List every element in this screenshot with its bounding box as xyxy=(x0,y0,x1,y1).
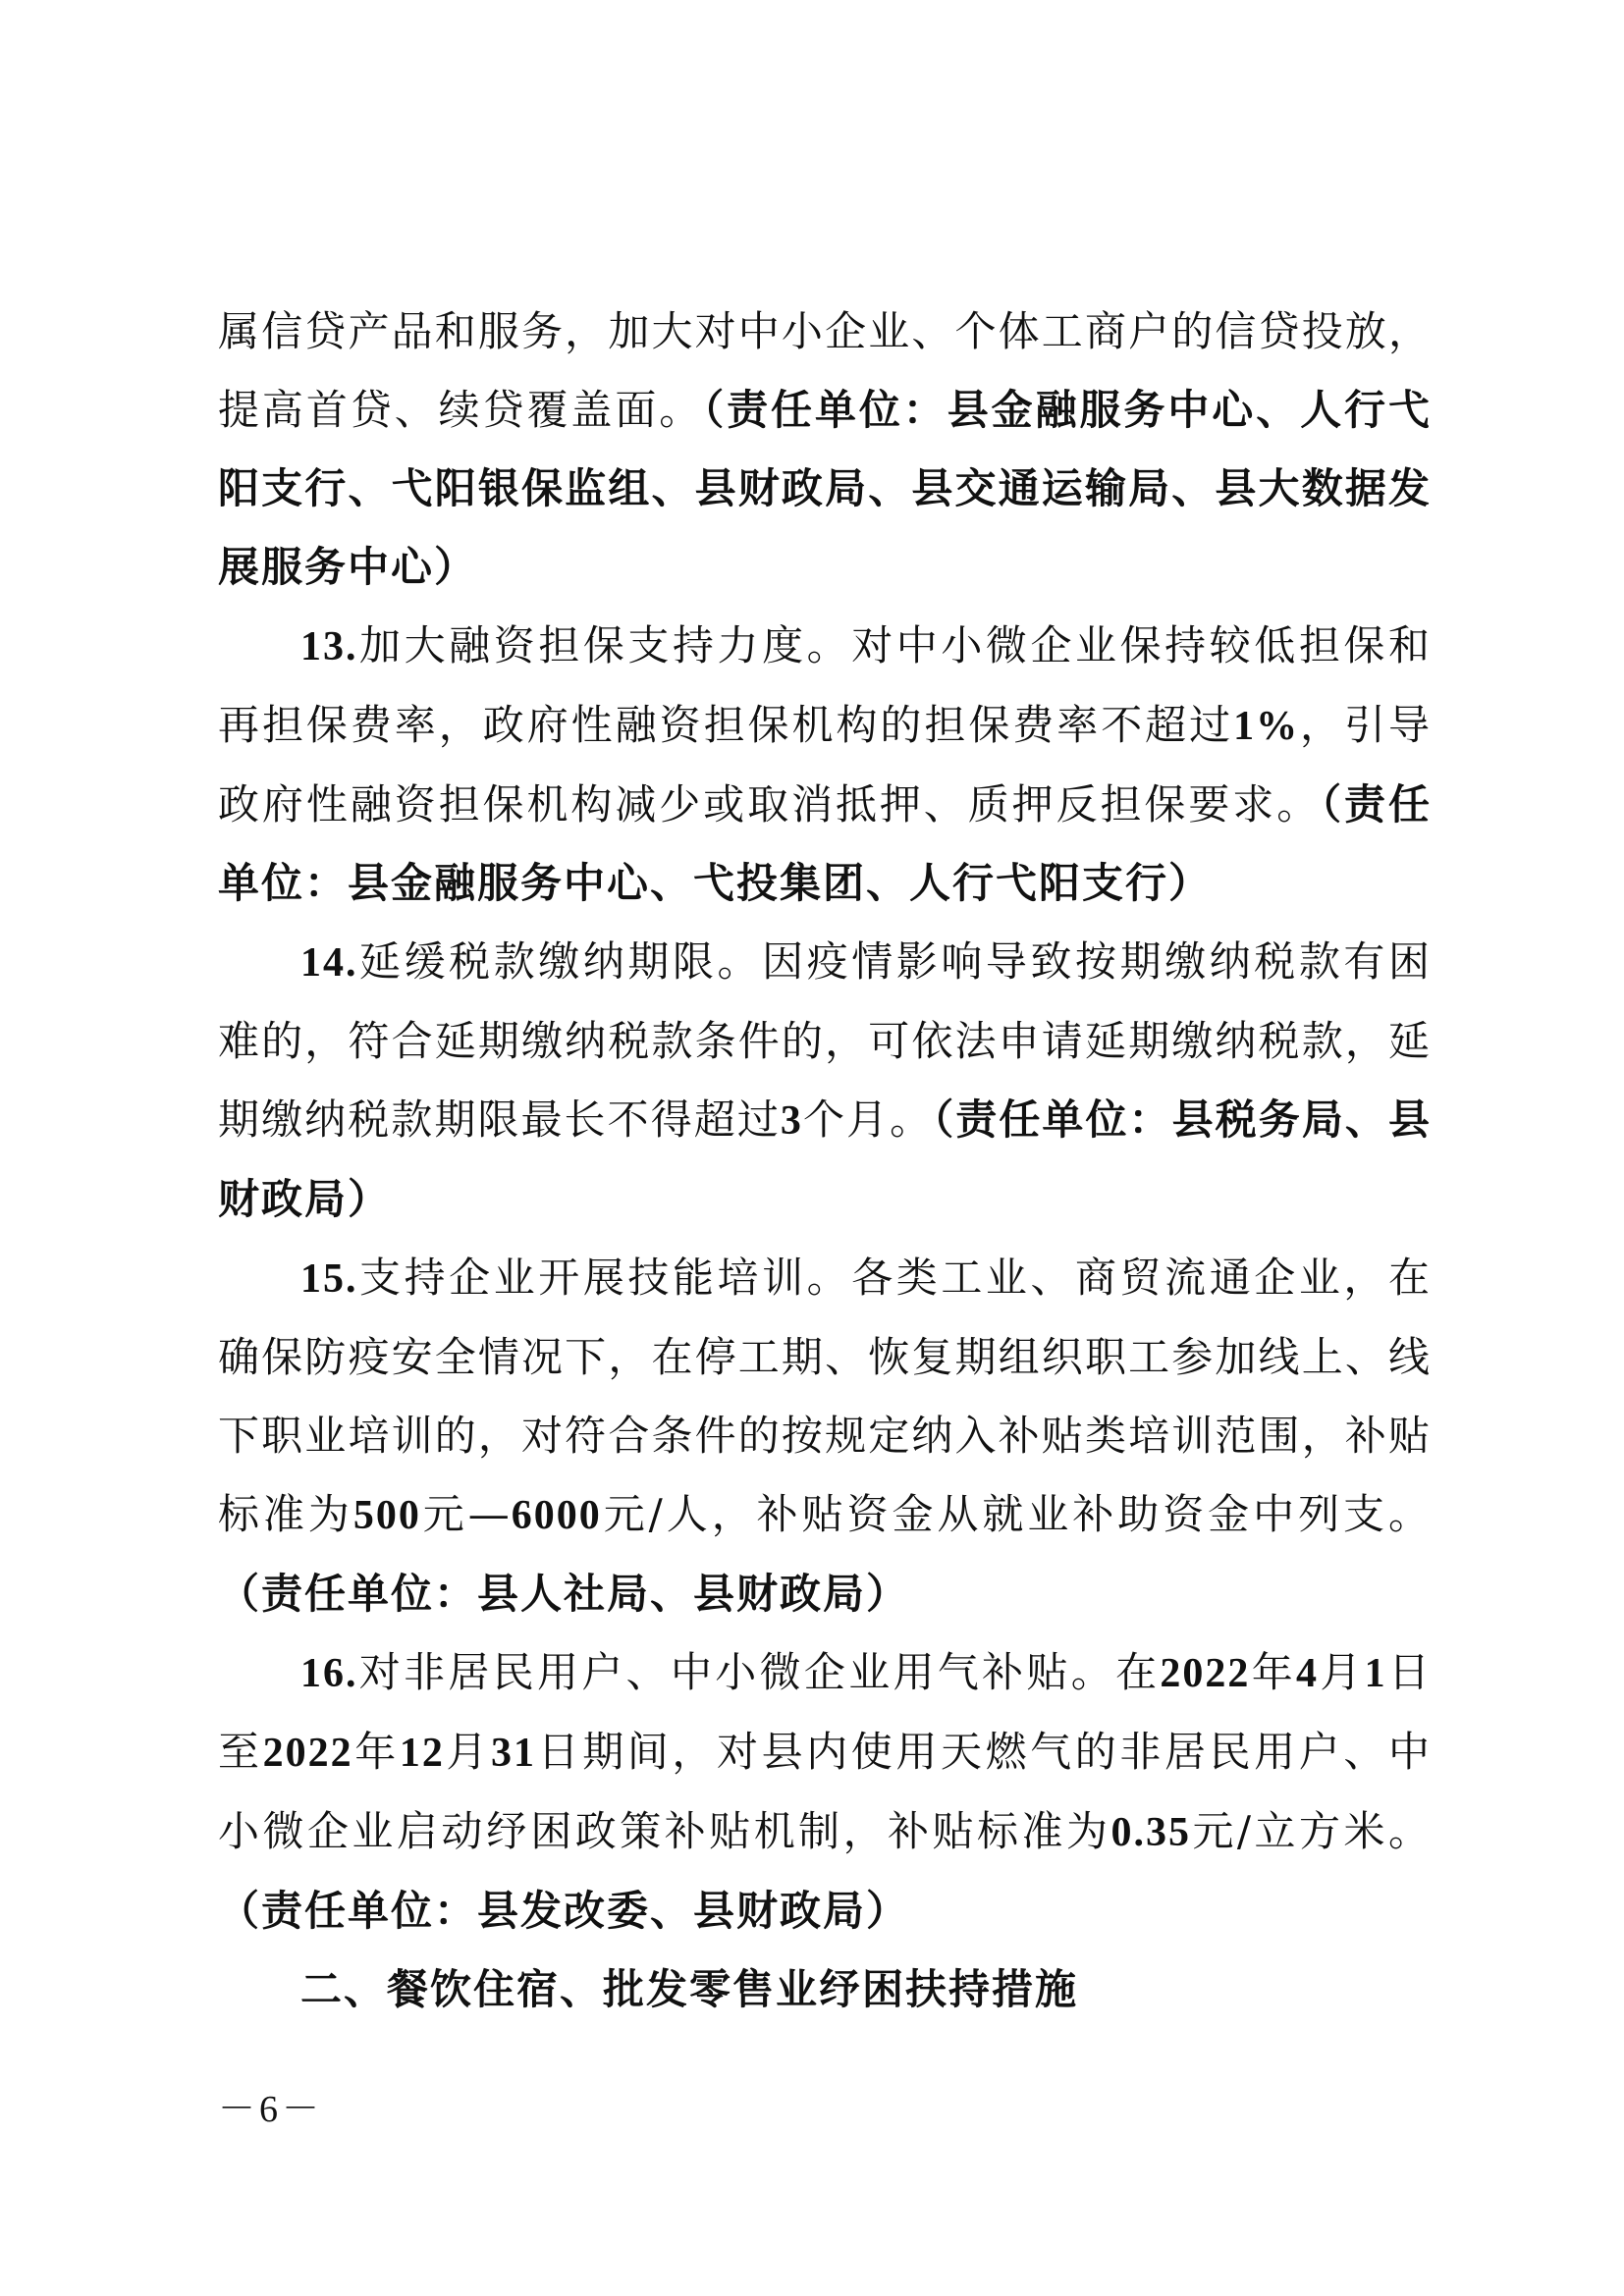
paragraph-item-16 xyxy=(218,1633,1432,1950)
paragraph-item-14 xyxy=(218,923,1432,1239)
item-number: 14. xyxy=(300,940,358,986)
paragraph-text: 元/立方米。 xyxy=(1190,1807,1432,1855)
paragraph-text: 元/人，补贴资金从就业补助资金中列支。 xyxy=(601,1490,1432,1538)
section-heading: 二、餐饮住宿、批发零售业纾困扶持措施 xyxy=(300,1965,1079,2013)
paragraph-text: 日至 xyxy=(218,1648,1432,1776)
paragraph-text: 年 xyxy=(1250,1648,1297,1696)
bold-value: 1% xyxy=(1233,704,1300,749)
bold-value: 1 xyxy=(1364,1651,1387,1696)
responsible-units: （责任单位：县税务局、县财政局） xyxy=(218,1095,1432,1223)
paragraph-text: 延缓税款缴纳期限。因疫情影响导致按期缴纳税款有困难的，符合延期缴纳税款条件的，可依法申请延期缴纳税款，延期缴纳税款期限最长不得超过 xyxy=(218,937,1432,1144)
bold-value: 6000 xyxy=(511,1493,602,1538)
bold-value: 2022 xyxy=(262,1731,353,1776)
responsible-units: （责任单位：县人社局、县财政局） xyxy=(218,1570,910,1618)
document-body xyxy=(218,293,1432,2029)
page-number: －6－ xyxy=(218,2089,324,2130)
bold-value: 0.35 xyxy=(1110,1810,1191,1855)
paragraph-text: 支持企业开展技能培训。各类工业、商贸流通企业，在确保防疫安全情况下，在停工期、恢复期组织职工参加线上、线下职业培训的，对符合条件的按规定纳入补贴类培训范围，补贴标准为 xyxy=(218,1254,1432,1538)
responsible-units: （责任单位：县金融服务中心、人行弋阳支行、弋阳银保监组、县财政局、县交通运输局、县大数据发展服务中心） xyxy=(218,386,1432,591)
bold-value: 4 xyxy=(1296,1651,1320,1696)
paragraph-text: 月 xyxy=(444,1728,492,1776)
item-number: 16. xyxy=(300,1651,358,1696)
paragraph-text: 元— xyxy=(420,1490,512,1538)
paragraph-text: 月 xyxy=(1319,1648,1365,1696)
paragraph-text: 日期间，对县内使用天燃气的非居民用户、中小微企业启动纾困政策补贴机制，补贴标准为 xyxy=(218,1728,1432,1855)
responsible-units: （责任单位：县发改委、县财政局） xyxy=(218,1887,910,1935)
item-number: 15. xyxy=(300,1256,358,1302)
paragraph-text: 年 xyxy=(352,1728,400,1776)
paragraph-continued xyxy=(218,293,1432,607)
paragraph-item-15 xyxy=(218,1239,1432,1633)
paragraph-text: 加大融资担保支持力度。对中小微企业保持较低担保和再担保费率，政府性融资担保机构的担保费率不超过 xyxy=(218,621,1432,749)
bold-value: 2022 xyxy=(1160,1651,1251,1696)
paragraph-text: 对非居民用户、中小微企业用气补贴。在 xyxy=(357,1648,1161,1696)
paragraph-item-13 xyxy=(218,607,1432,923)
paragraph-text: 个月。 xyxy=(802,1095,934,1144)
paragraph-text: 属信贷产品和服务，加大对中小企业、个体工商户的信贷投放，提高首贷、续贷覆盖面。 xyxy=(218,307,1432,434)
responsible-units: （责任单位：县金融服务中心、弋投集团、人行弋阳支行） xyxy=(218,780,1432,907)
paragraph-text: ，引导政府性融资担保机构减少或取消抵押、质押反担保要求。 xyxy=(218,701,1432,828)
bold-value: 500 xyxy=(352,1493,421,1538)
bold-value: 3 xyxy=(780,1098,803,1144)
bold-value: 12 xyxy=(399,1731,445,1776)
item-number: 13. xyxy=(300,624,358,669)
bold-value: 31 xyxy=(491,1731,537,1776)
